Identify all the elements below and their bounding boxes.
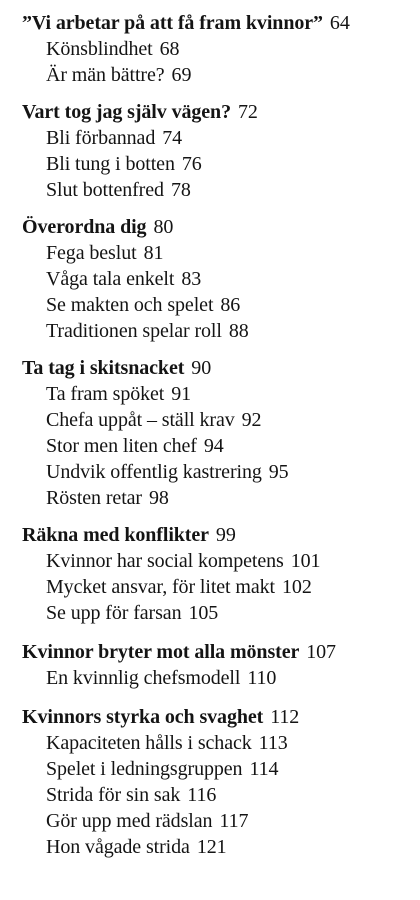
entry-page-number: 83: [181, 268, 202, 290]
toc-entry[interactable]: [22, 125, 416, 151]
toc-entry[interactable]: [22, 433, 416, 459]
entry-page-number: 78: [170, 179, 191, 201]
toc-entry[interactable]: [22, 36, 416, 62]
toc-entry[interactable]: [22, 318, 416, 344]
entry-page-number: 116: [187, 784, 217, 806]
entry-title: Se makten och spelet: [46, 294, 214, 316]
section-heading[interactable]: [22, 639, 416, 665]
toc-section: [22, 522, 416, 626]
section-heading[interactable]: [22, 10, 416, 36]
entry-title: Våga tala enkelt: [46, 268, 175, 290]
entry-page-number: 74: [162, 127, 183, 149]
toc-entry[interactable]: [22, 151, 416, 177]
section-page-number: 112: [270, 706, 300, 728]
entry-page-number: 105: [188, 602, 219, 624]
entry-title: Gör upp med rädslan: [46, 810, 213, 832]
entry-page-number: 98: [149, 487, 169, 509]
toc-section: [22, 639, 416, 691]
section-title: ”Vi arbetar på att få fram kvinnor”: [22, 12, 323, 34]
toc-section: [22, 355, 416, 511]
entry-title: Stor men liten chef: [46, 435, 197, 457]
section-page-number: 80: [153, 216, 174, 238]
entry-title: Spelet i ledningsgruppen: [46, 758, 243, 780]
toc-entry[interactable]: [22, 407, 416, 433]
toc-entry[interactable]: [22, 834, 416, 860]
toc-entry[interactable]: [22, 808, 416, 834]
entry-page-number: 110: [247, 667, 277, 689]
section-page-number: 99: [215, 524, 236, 546]
entry-title: Traditionen spelar roll: [46, 320, 222, 342]
toc-entry[interactable]: [22, 240, 416, 266]
toc-entry[interactable]: [22, 665, 416, 691]
entry-title: Bli förbannad: [46, 127, 156, 149]
entry-page-number: 91: [171, 383, 192, 405]
entry-title: Bli tung i botten: [46, 153, 175, 175]
entry-title: Rösten retar: [46, 487, 142, 509]
entry-title: Kvinnor har social kompetens: [46, 550, 284, 572]
entry-title: Chefa uppåt – ställ krav: [46, 409, 235, 431]
entry-title: Hon vågade strida: [46, 836, 190, 858]
toc-section: [22, 214, 416, 344]
section-page-number: 72: [237, 101, 258, 123]
entry-page-number: 101: [290, 550, 321, 572]
entry-page-number: 114: [249, 758, 279, 780]
toc-entry[interactable]: [22, 485, 416, 511]
entry-title: Undvik offentlig kastrering: [46, 461, 262, 483]
section-title: Kvinnors styrka och svaghet: [22, 706, 264, 728]
entry-page-number: 76: [181, 153, 202, 175]
toc-entry[interactable]: [22, 459, 416, 485]
section-title: Räkna med konflikter: [22, 524, 209, 546]
entry-page-number: 88: [228, 320, 249, 342]
toc-entry[interactable]: [22, 177, 416, 203]
entry-page-number: 102: [282, 576, 312, 598]
section-heading[interactable]: [22, 355, 416, 381]
entry-page-number: 81: [143, 242, 164, 264]
toc-section: [22, 704, 416, 860]
section-title: Kvinnor bryter mot alla mönster: [22, 641, 300, 663]
toc-entry[interactable]: [22, 292, 416, 318]
toc-entry[interactable]: [22, 62, 416, 88]
entry-title: Ta fram spöket: [46, 383, 165, 405]
toc-entry[interactable]: [22, 574, 416, 600]
entry-page-number: 94: [203, 435, 224, 457]
section-page-number: 107: [306, 641, 336, 663]
section-heading[interactable]: [22, 214, 416, 240]
entry-title: Mycket ansvar, för litet makt: [46, 576, 276, 598]
section-page-number: 90: [191, 357, 212, 379]
toc-entry[interactable]: [22, 381, 416, 407]
toc-entry[interactable]: [22, 782, 416, 808]
section-heading[interactable]: [22, 99, 416, 125]
entry-page-number: 113: [258, 732, 288, 754]
entry-page-number: 68: [159, 38, 180, 60]
section-page-number: 64: [329, 12, 350, 34]
entry-title: Strida för sin sak: [46, 784, 181, 806]
entry-title: Se upp för farsan: [46, 602, 182, 624]
entry-title: Är män bättre?: [46, 64, 165, 86]
entry-title: En kvinnlig chefsmodell: [46, 667, 241, 689]
section-heading[interactable]: [22, 704, 416, 730]
entry-title: Könsblindhet: [46, 38, 153, 60]
section-heading[interactable]: [22, 522, 416, 548]
entry-page-number: 69: [171, 64, 192, 86]
toc-entry[interactable]: [22, 730, 416, 756]
toc-entry[interactable]: [22, 600, 416, 626]
toc-section: [22, 99, 416, 203]
section-title: Vart tog jag själv vägen?: [22, 101, 231, 123]
section-title: Ta tag i skitsnacket: [22, 357, 185, 379]
entry-page-number: 95: [268, 461, 289, 483]
toc-entry[interactable]: [22, 266, 416, 292]
entry-page-number: 121: [196, 836, 227, 858]
entry-page-number: 86: [220, 294, 241, 316]
table-of-contents: [22, 10, 416, 860]
section-title: Överordna dig: [22, 216, 147, 238]
entry-page-number: 92: [241, 409, 262, 431]
toc-section: [22, 10, 416, 88]
toc-entry[interactable]: [22, 756, 416, 782]
entry-title: Kapaciteten hålls i schack: [46, 732, 252, 754]
entry-page-number: 117: [219, 810, 249, 832]
entry-title: Fega beslut: [46, 242, 137, 264]
entry-title: Slut bottenfred: [46, 179, 164, 201]
toc-entry[interactable]: [22, 548, 416, 574]
